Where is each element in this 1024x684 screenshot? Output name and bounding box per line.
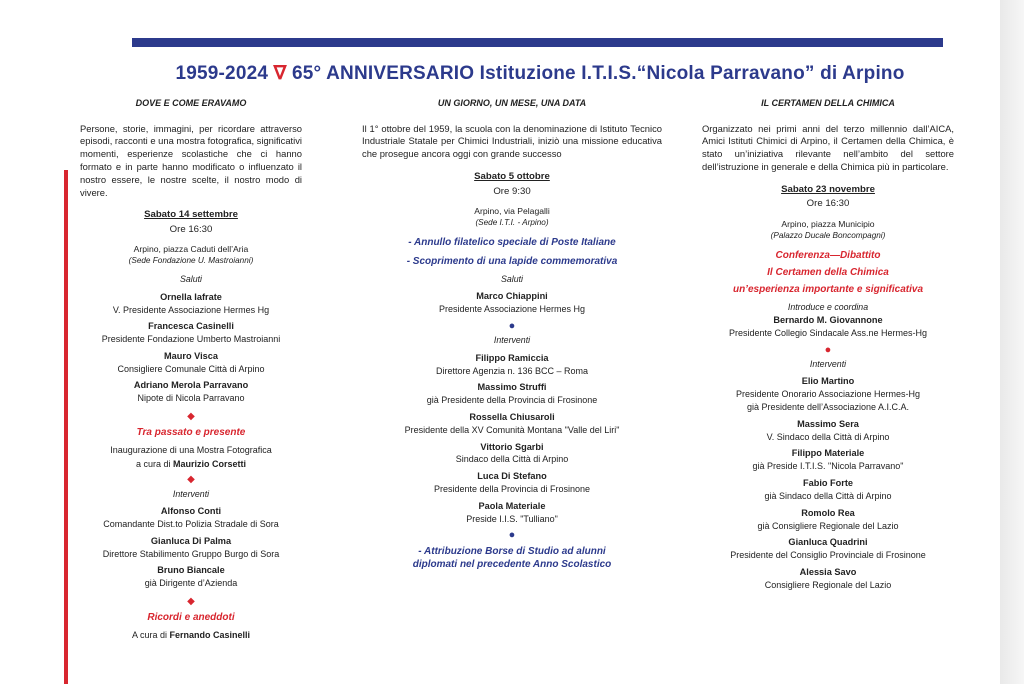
event-place: Arpino, via Pelagalli [474,205,550,216]
top-blue-bar [132,38,943,47]
speaker-name: Gianluca Di Palma [150,535,232,546]
speaker-role: già Consigliere Regionale del Lazio [757,520,899,531]
speaker-role-secondary: già Presidente dell’Associazione A.I.C.A. [746,402,910,412]
event-place-detail: (Sede I.T.I. - Arpino) [475,218,549,228]
speaker-role: Consigliere Regionale del Lazio [764,579,892,590]
highlight-annullo: - Annullo filatelico speciale di Poste Italiane [408,236,616,248]
speaker-name: Massimo Sera [797,418,859,429]
speaker-name: Alfonso Conti [160,505,222,516]
ricordi-curator [80,630,302,642]
event-time: Ore 16:30 [169,223,213,235]
column-heading: UN GIORNO, UN MESE, UNA DATA [437,98,587,108]
speaker-name: Elio Martino [801,376,855,387]
title-rest: 65° ANNIVERSARIO Istituzione I.T.I.S.“Nicola Parravano” di Arpino [292,63,905,84]
speaker-name: Alessia Savo [799,566,857,577]
speaker-role: già Preside I.T.I.S. "Nicola Parravano" [752,461,904,472]
right-margin-shade [1000,0,1024,684]
interventi-label: Interventi [809,358,847,369]
speaker-role: Presidente Onorario Associazione Hermes-Hg [735,389,921,400]
highlight-lapide: - Scoprimento di una lapide commemorativa [406,255,618,267]
speaker-name: Fabio Forte [802,477,854,488]
saluti-label: Saluti [500,273,523,284]
diamond-icon: ◆ [187,411,195,423]
speaker-name: Mauro Visca [164,350,218,361]
speaker-name: Vittorio Sgarbi [480,441,544,452]
event-date: Sabato 23 novembre [781,183,875,195]
left-red-rule [64,170,68,684]
column-heading: DOVE E COME ERAVAMO [135,98,247,108]
speaker-role: Presidente della Provincia di Frosinone [433,484,591,495]
speaker-role: Presidente della XV Comunità Montana "Valle del Liri" [404,424,620,435]
event-place: Arpino, piazza Municipio [781,218,875,229]
speaker-role: Direttore Agenzia n. 136 BCC – Roma [435,365,589,376]
speaker-name: Paola Materiale [478,500,546,511]
speaker-list [80,506,302,590]
speaker-role: Sindaco della Città di Arpino [455,454,569,465]
diamond-icon: ◆ [187,473,195,485]
highlight-certamen: Il Certamen della Chimica [767,266,889,278]
speaker-list [362,353,662,526]
event-date: Sabato 14 settembre [144,209,238,221]
speaker-name: Massimo Struffi [477,382,547,393]
speaker-role: Presidente del Consiglio Provinciale di Frosinone [730,550,926,561]
speaker-role: già Presidente della Provincia di Frosinone [426,395,598,406]
curator-prefix: A cura di [131,629,167,640]
highlight-borse-line2: diplomati nel precedente Anno Scolastico [412,558,612,570]
speaker-name: Francesca Casinelli [148,321,234,332]
mostra-line: Inaugurazione di una Mostra Fotografica [110,445,272,456]
curator-prefix: a cura di [135,458,171,469]
speaker-name: Filippo Materiale [791,448,865,459]
saluti-label: Saluti [179,274,202,285]
column-intro: Il 1° ottobre del 1959, la scuola con la denominazione di Istituto Tecnico Industriale Statale per Chimici Industriali, iniziò una missione educativa che prosegue ancora oggi con grande successo [362,122,662,160]
speaker-role: Consigliere Comunale Città di Arpino [117,363,265,374]
column-intro: Persone, storie, immagini, per ricordare attraverso episodi, racconti e una mostra fotografica, significativi momenti, esperienze scolastiche che ci hanno formato e in parte hanno modificato o influenzato il nostro essere, le nostre scelte, il nostro modo di vivere. [80,122,302,198]
speaker-role: Presidente Collegio Sindacale Ass.ne Hermes-Hg [728,327,928,338]
event-place-detail: (Palazzo Ducale Boncompagni) [770,230,886,240]
speaker-role: Nipote di Nicola Parravano [137,393,245,404]
speaker-name: Ornella Iafrate [160,291,222,302]
speaker-name: Gianluca Quadrini [788,537,868,548]
column-dove-come-eravamo [80,98,302,644]
column-certamen [702,98,954,597]
dot-icon: ● [824,343,832,356]
column-heading: IL CERTAMEN DELLA CHIMICA [761,98,895,108]
title-years: 1959-2024 [175,63,269,84]
highlight-ricordi: Ricordi e aneddoti [147,611,235,623]
introduce-label: Introduce e coordina [787,301,869,312]
triangle-icon: ∇ [273,63,287,84]
speaker-name: Adriano Merola Parravano [133,380,249,391]
speaker-role: Presidente Associazione Hermes Hg [438,304,586,315]
speaker-role: Preside I.I.S. "Tulliano" [466,513,558,524]
speaker-role: Comandante Dist.to Polizia Stradale di Sora [103,518,279,529]
main-title [120,62,960,85]
event-place: Arpino, piazza Caduti dell’Aria [133,244,249,255]
speaker-name: Luca Di Stefano [477,471,547,482]
speaker-role: Direttore Stabilimento Gruppo Burgo di Sora [102,548,280,559]
mostra-curator [80,459,302,471]
highlight-tra-passato: Tra passato e presente [136,427,246,439]
speaker-role: V. Presidente Associazione Hermes Hg [112,304,270,315]
speaker-name: Marco Chiappini [476,291,548,302]
curator-name: Fernando Casinelli [169,629,251,640]
highlight-borse-line1: - Attribuzione Borse di Studio ad alunni [418,545,606,557]
highlight-esperienza: un’esperienza importante e significativa [732,283,924,295]
curator-name: Maurizio Corsetti [173,458,247,469]
speaker-role: già Sindaco della Città di Arpino [764,490,892,501]
highlight-conferenza: Conferenza—Dibattito [775,249,881,261]
speaker-role: già Dirigente d’Azienda [144,578,238,589]
interventi-label: Interventi [493,335,531,346]
speaker-name: Rossella Chiusaroli [469,411,555,422]
speaker-name: Filippo Ramiccia [475,352,549,363]
event-place-detail: (Sede Fondazione U. Mastroianni) [128,256,254,266]
dot-icon: ● [508,319,516,332]
interventi-label: Interventi [172,488,210,499]
speaker-list [80,292,302,406]
speaker-role: Presidente Fondazione Umberto Mastroianni [101,334,281,345]
event-time: Ore 9:30 [493,185,531,197]
dot-icon: ● [508,529,516,542]
diamond-icon: ◆ [187,595,195,607]
speaker-role: V. Sindaco della Città di Arpino [766,431,890,442]
speaker-name: Bernardo M. Giovannone [773,315,883,325]
speaker-name: Romolo Rea [801,507,855,518]
speaker-name: Bruno Biancale [157,565,225,576]
event-time: Ore 16:30 [806,198,850,210]
event-date: Sabato 5 ottobre [474,171,550,183]
column-un-giorno [362,98,662,571]
speaker-list [702,376,954,591]
column-intro: Organizzato nei primi anni del terzo millennio dall’AICA, Amici Istituti Chimici di Arpino, il Certamen della Chimica, è stato un’iniziativa rilevante nell’ambito del settore dell’istruzione in generale e della Chimica più in particolare. [702,122,954,173]
